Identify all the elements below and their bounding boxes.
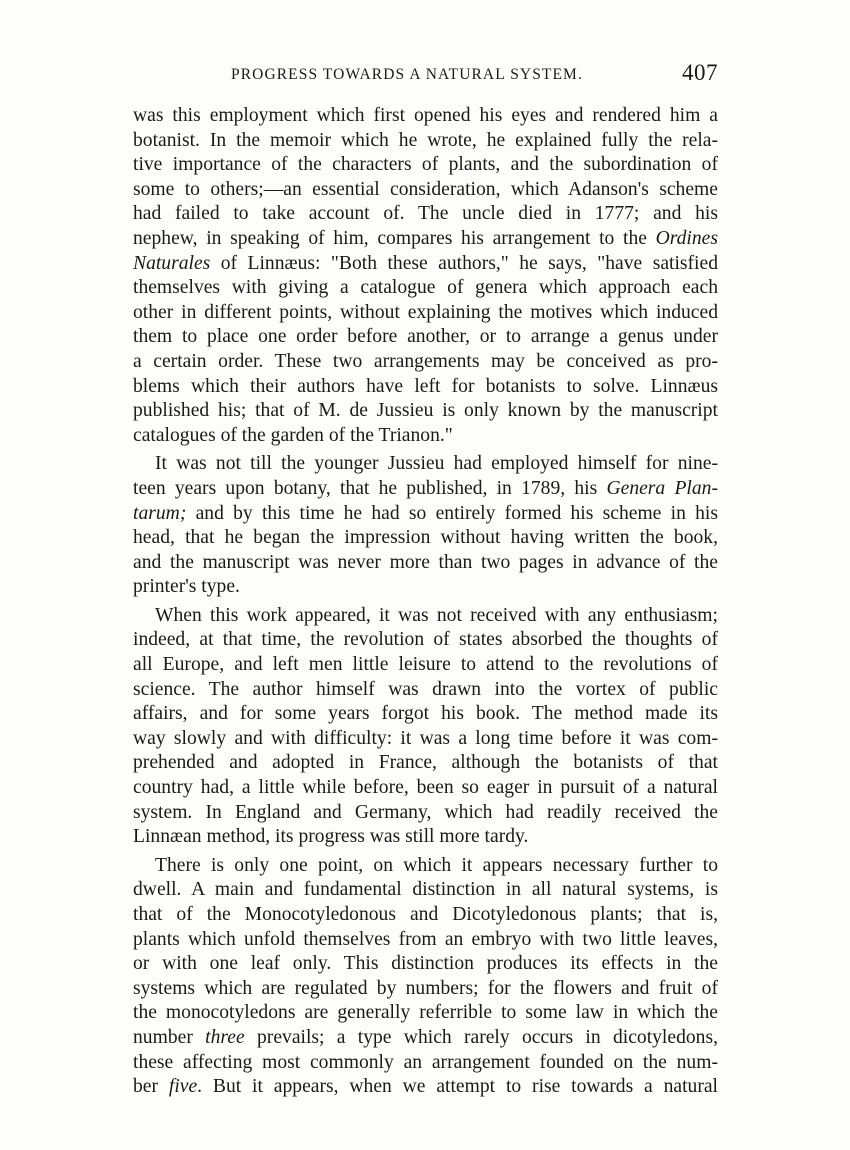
- text-line: [133, 424, 718, 449]
- text-run: tive importance of the characters of plants, and the subordination of: [133, 154, 718, 176]
- text-run: affairs, and for some years forgot his book. The method made its: [133, 703, 718, 725]
- paragraph: [133, 452, 718, 600]
- text-line: [133, 928, 718, 953]
- text-run: There is only one point, on which it appears necessary further to: [155, 854, 718, 876]
- text-run: all Europe, and left men little leisure to attend to the revolutions of: [133, 654, 718, 676]
- text-run: published his; that of M. de Jussieu is only known by the manuscript: [133, 400, 718, 422]
- text-run: science. The author himself was drawn into the vortex of public: [133, 678, 718, 700]
- text-run: and by this time he had so entirely formed his scheme in his: [186, 502, 718, 524]
- text-line: [133, 325, 718, 350]
- text-run: dwell. A main and fundamental distinction in all natural systems, is: [133, 879, 718, 901]
- text-run: and the manuscript was never more than two pages in advance of the: [133, 551, 718, 573]
- italic-text: tarum;: [133, 502, 187, 524]
- text-line: [133, 903, 718, 928]
- text-run: was this employment which first opened his eyes and rendered him a: [133, 105, 718, 126]
- text-run: had failed to take account of. The uncle died in 1777; and his: [133, 203, 718, 225]
- text-line: [133, 801, 718, 826]
- text-line: [133, 751, 718, 776]
- text-run: country had, a little while before, been so eager in pursuit of a natural: [133, 777, 718, 799]
- text-run: teen years upon botany, that he published, in 1789, his: [133, 477, 607, 499]
- italic-text: three: [205, 1026, 245, 1048]
- text-run: themselves with giving a catalogue of genera which approach each: [133, 277, 718, 299]
- text-run: that of the Monocotyledonous and Dicotyledonous plants; that is,: [133, 904, 718, 925]
- text-line: [133, 104, 718, 129]
- text-run: head, that he began the impression without having written the book,: [133, 527, 718, 549]
- text-line: [133, 252, 718, 277]
- text-line: [133, 1075, 718, 1100]
- text-run: other in different points, without explaining the motives which induced: [133, 301, 718, 323]
- text-run: blems which their authors have left for botanists to solve. Linnæus: [133, 375, 718, 397]
- text-run: prehended and adopted in France, although the botanists of that: [133, 752, 718, 774]
- text-line: [133, 276, 718, 301]
- text-line: [133, 399, 718, 424]
- text-line: [133, 526, 718, 551]
- text-line: [133, 678, 718, 703]
- text-run: When this work appeared, it was not received with any enthusiasm;: [155, 604, 718, 626]
- text-run: of Linnæus: "Both these authors," he says, "have satisfied: [210, 252, 718, 274]
- italic-text: five: [168, 1076, 198, 1098]
- text-run: botanist. In the memoir which he wrote, he explained fully the rela-: [133, 129, 718, 151]
- text-line: [133, 227, 718, 252]
- text-line: [133, 878, 718, 903]
- text-run: system. In England and Germany, which had readily received the: [133, 801, 718, 823]
- text-line: [133, 1001, 718, 1026]
- text-run: some to others;—an essential consideration, which Adanson's scheme: [133, 178, 718, 200]
- text-run: prevails; a type which rarely occurs in dicotyledons,: [244, 1026, 718, 1048]
- text-line: [133, 604, 718, 629]
- body-text: [133, 104, 718, 1100]
- text-run: plants which unfold themselves from an embryo with two little leaves,: [133, 928, 718, 950]
- text-run: Linnæan method, its progress was still more tardy.: [133, 826, 529, 848]
- italic-text: Naturales: [133, 252, 211, 274]
- text-line: [133, 1051, 718, 1076]
- paragraph: [133, 604, 718, 850]
- text-run: a certain order. These two arrangements may be conceived as pro-: [133, 350, 718, 372]
- text-line: [133, 551, 718, 576]
- text-run: ber: [133, 1076, 169, 1098]
- text-line: [133, 1026, 718, 1051]
- text-line: [133, 477, 718, 502]
- text-line: [133, 854, 718, 879]
- text-run: It was not till the younger Jussieu had employed himself for nine-: [155, 453, 718, 475]
- text-run: these affecting most commonly an arrangement founded on the num-: [133, 1051, 718, 1073]
- text-run: them to place one order before another, or to arrange a genus under: [133, 326, 718, 348]
- text-line: [133, 702, 718, 727]
- text-line: [133, 202, 718, 227]
- paragraph: [133, 854, 718, 1100]
- page-number: 407: [682, 60, 718, 85]
- text-line: [133, 776, 718, 801]
- text-line: [133, 129, 718, 154]
- text-line: [133, 153, 718, 178]
- text-run: number: [133, 1026, 206, 1048]
- text-line: [133, 628, 718, 653]
- text-line: [133, 452, 718, 477]
- text-line: [133, 575, 718, 600]
- text-line: [133, 952, 718, 977]
- text-run: indeed, at that time, the revolution of states absorbed the thoughts of: [133, 629, 718, 651]
- text-run: . But it appears, when we attempt to rise towards a natural: [197, 1076, 719, 1098]
- text-line: [133, 653, 718, 678]
- text-run: the monocotyledons are generally referrible to some law in which the: [133, 1002, 718, 1024]
- running-head: [133, 62, 718, 96]
- text-run: systems which are regulated by numbers; for the flowers and fruit of: [133, 977, 718, 999]
- text-line: [133, 977, 718, 1002]
- text-line: [133, 350, 718, 375]
- italic-text: Genera Plan-: [606, 477, 718, 499]
- text-line: [133, 301, 718, 326]
- text-line: [133, 825, 718, 850]
- paragraph: [133, 104, 718, 448]
- text-run: catalogues of the garden of the Trianon.": [133, 424, 453, 446]
- text-line: [133, 727, 718, 752]
- text-run: or with one leaf only. This distinction produces its effects in the: [133, 953, 718, 975]
- text-line: [133, 375, 718, 400]
- italic-text: Ordines: [655, 227, 718, 249]
- text-run: printer's type.: [133, 576, 240, 598]
- text-run: nephew, in speaking of him, compares his arrangement to the: [133, 227, 656, 249]
- text-line: [133, 178, 718, 203]
- text-run: way slowly and with difficulty: it was a long time before it was com-: [133, 727, 718, 749]
- text-line: [133, 502, 718, 527]
- running-title: PROGRESS TOWARDS A NATURAL SYSTEM.: [231, 66, 583, 83]
